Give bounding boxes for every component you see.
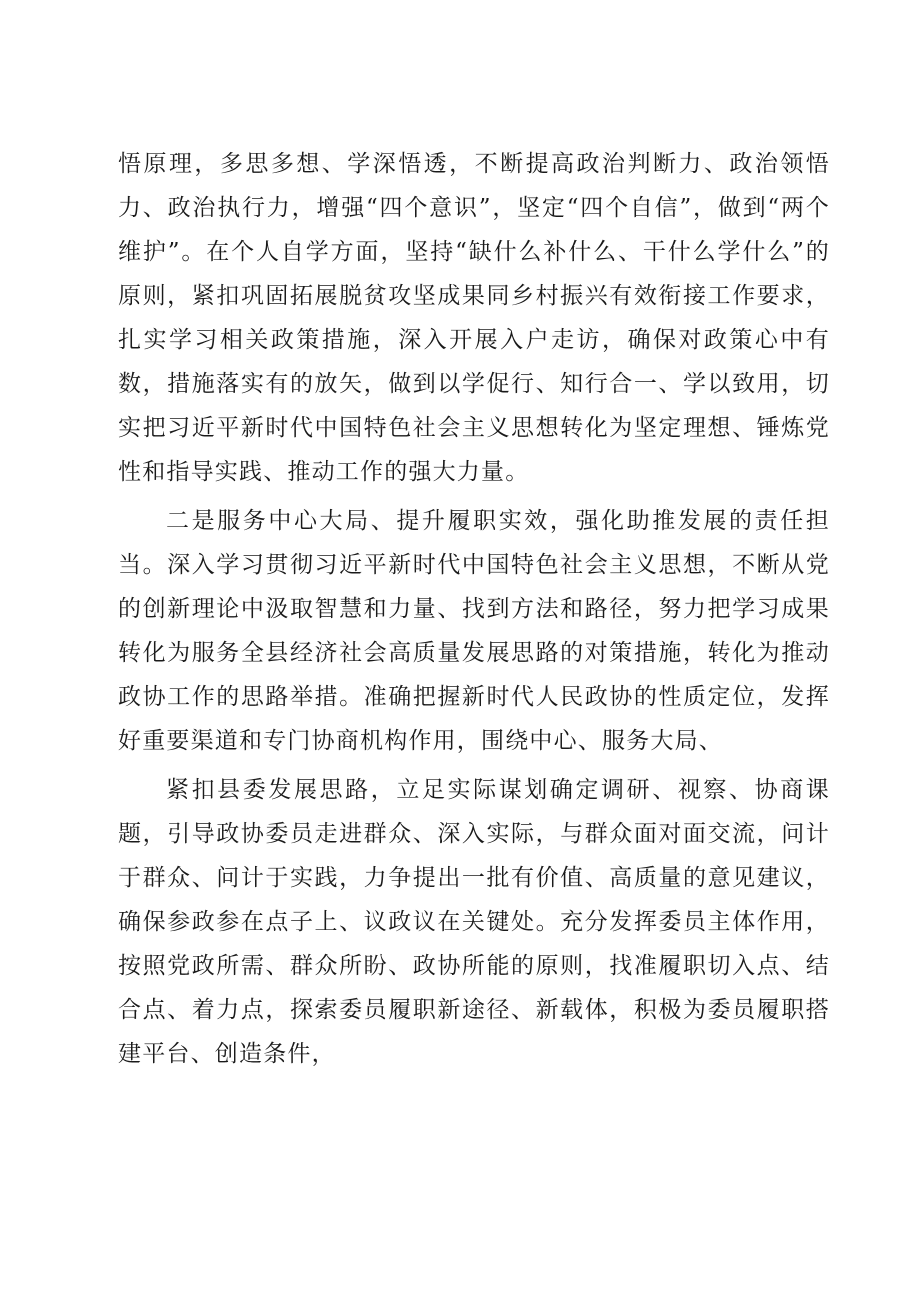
document-body bbox=[118, 142, 830, 1081]
paragraph-1: 悟原理，多思多想、学深悟透，不断提高政治判断力、政治领悟力、政治执行力，增强“四个意识”，坚定“四个自信”，做到“两个维护”。在个人自学方面，坚持“缺什么补什么、干什么学什么”的原则，紧扣巩固拓展脱贫攻坚成果同乡村振兴有效衔接工作要求，扎实学习相关政策措施，深入开展入户走访，确保对政策心中有数，措施落实有的放矢，做到以学促行、知行合一、学以致用，切实把习近平新时代中国特色社会主义思想转化为坚定理想、锤炼党性和指导实践、推动工作的强大力量。 bbox=[118, 151, 830, 485]
paragraph-2: 二是服务中心大局、提升履职实效，强化助推发展的责任担当。深入学习贯彻习近平新时代中国特色社会主义思想，不断从党的创新理论中汲取智慧和力量、找到方法和路径，努力把学习成果转化为服务全县经济社会高质量发展思路的对策措施，转化为推动政协工作的思路举措。准确把握新时代人民政协的性质定位，发挥好重要渠道和专门协商机构作用，围绕中心、服务大局、 bbox=[118, 508, 830, 754]
paragraph-3: 紧扣县委发展思路，立足实际谋划确定调研、视察、协商课题，引导政协委员走进群众、深入实际，与群众面对面交流，问计于群众、问计于实践，力争提出一批有价值、高质量的意见建议，确保参政参在点子上、议政议在关键处。充分发挥委员主体作用，按照党政所需、群众所盼、政协所能的原则，找准履职切入点、结合点、着力点，探索委员履职新途径、新载体，积极为委员履职搭建平台、创造条件， bbox=[118, 777, 830, 1067]
